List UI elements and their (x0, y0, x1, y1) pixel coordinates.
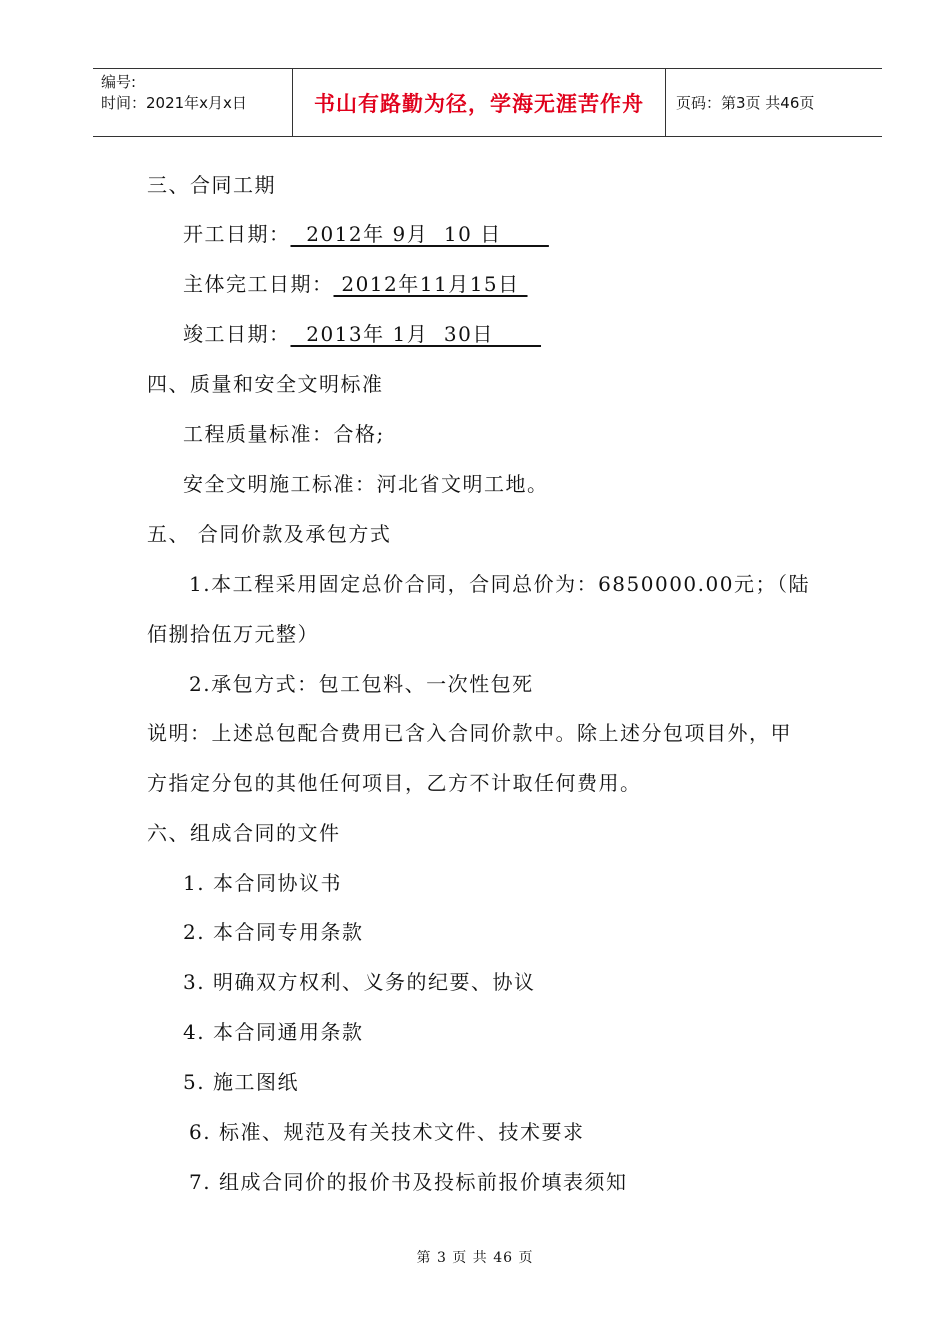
header-meta (93, 69, 293, 136)
page-header (93, 68, 882, 137)
finish-date-label: 竣工日期： (183, 322, 291, 346)
page-footer: 第 3 页 共 46 页 (416, 1250, 534, 1266)
main-completion-label: 主体完工日期： (183, 272, 334, 296)
section-5-title: 五、 合同价款及承包方式 (147, 522, 392, 546)
safety-standard: 安全文明施工标准：河北省文明工地。 (183, 472, 549, 496)
start-date-row (183, 221, 549, 247)
contract-doc-item: 3. 明确双方权利、义务的纪要、协议 (183, 970, 536, 994)
contract-doc-item: 2. 本合同专用条款 (183, 920, 364, 944)
time-label: 时间：2021年x月x日 (101, 94, 247, 112)
contract-doc-item: 4. 本合同通用条款 (183, 1020, 364, 1044)
section-4-title: 四、质量和安全文明标准 (147, 372, 384, 396)
main-completion-value: 2012年11月15日 (333, 272, 528, 296)
contract-doc-item: 7. 组成合同价的报价书及投标前报价填表须知 (189, 1170, 628, 1194)
contract-mode: 2.承包方式：包工包料、一次性包死 (189, 672, 534, 696)
contract-doc-item: 6. 标准、规范及有关技术文件、技术要求 (189, 1120, 585, 1144)
section-6-title: 六、组成合同的文件 (147, 821, 341, 845)
serial-label: 编号: (101, 73, 137, 91)
finish-date-value: 2013年 1月 30日 (290, 322, 542, 346)
header-page-info: 页码：第3页 共46页 (676, 94, 815, 112)
section-3-title: 三、合同工期 (147, 173, 276, 197)
contract-doc-item: 1. 本合同协议书 (183, 871, 342, 895)
note-line-2: 方指定分包的其他任何项目，乙方不计取任何费用。 (147, 771, 642, 795)
main-completion-row (183, 271, 528, 297)
quality-standard: 工程质量标准：合格; (183, 422, 385, 446)
header-motto: 书山有路勤为径，学海无涯苦作舟 (293, 69, 666, 136)
contract-price-line-1: 1.本工程采用固定总价合同，合同总价为：6850000.00元；（陆 (189, 572, 810, 596)
note-line-1: 说明：上述总包配合费用已含入合同价款中。除上述分包项目外，甲 (147, 721, 792, 745)
start-date-label: 开工日期： (183, 222, 291, 246)
start-date-value: 2012年 9月 10 日 (290, 222, 549, 246)
contract-doc-item: 5. 施工图纸 (183, 1070, 299, 1094)
finish-date-row (183, 321, 541, 347)
contract-price-line-2: 佰捌拾伍万元整） (147, 622, 319, 646)
